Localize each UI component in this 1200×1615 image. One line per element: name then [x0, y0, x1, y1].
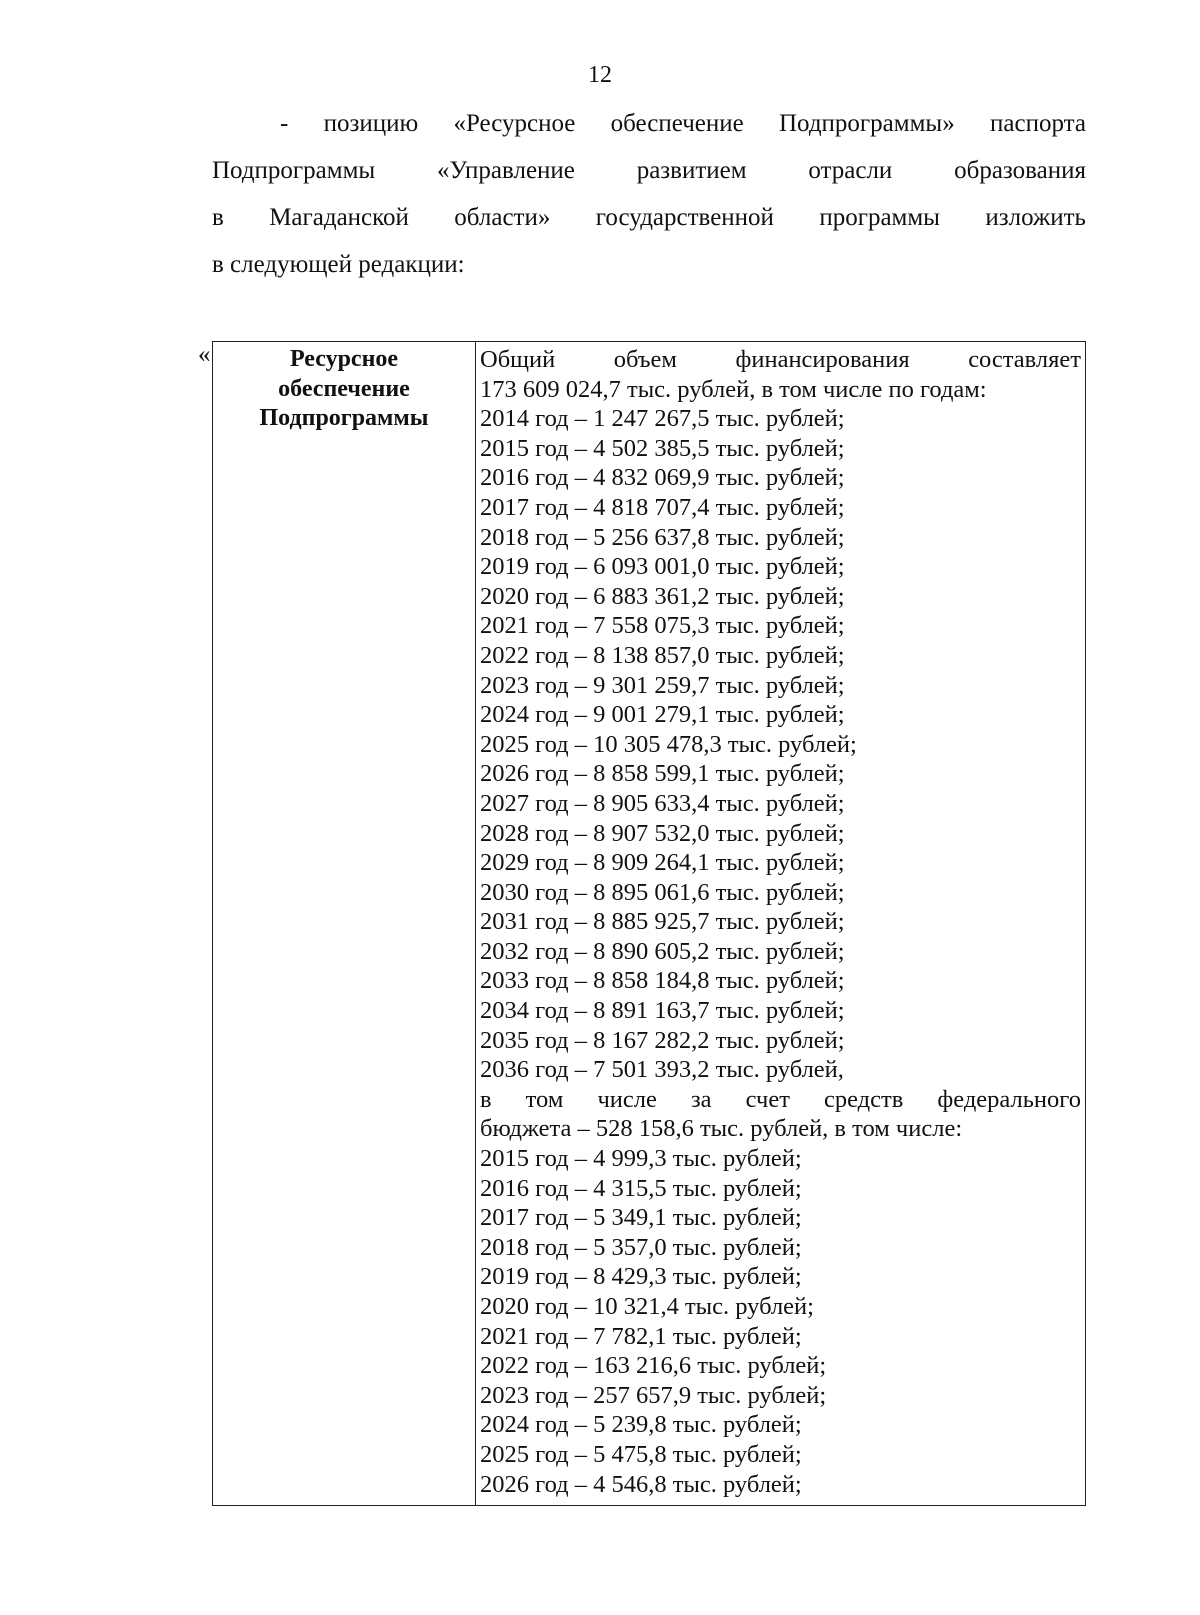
- total-year-row: 2036 год – 7 501 393,2 тыс. рублей,: [480, 1056, 844, 1084]
- intro-word: изложить: [985, 204, 1086, 231]
- justified-word: средств: [824, 1085, 904, 1113]
- total-year-row: 2033 год – 8 858 184,8 тыс. рублей;: [480, 967, 845, 995]
- total-year-row: 2035 год – 8 167 282,2 тыс. рублей;: [480, 1026, 845, 1054]
- justified-word: федерального: [937, 1085, 1081, 1113]
- total-year-row: 2026 год – 8 858 599,1 тыс. рублей;: [480, 760, 845, 788]
- intro-word: -: [280, 110, 289, 137]
- resource-provision-table: [212, 341, 1086, 1506]
- intro-word: развитием: [636, 157, 747, 184]
- table-label-cell: [213, 342, 476, 1505]
- intro-word: образования: [954, 157, 1086, 184]
- federal-year-row: 2021 год – 7 782,1 тыс. рублей;: [480, 1322, 802, 1350]
- justified-word: за: [690, 1085, 712, 1113]
- intro-word: паспорта: [990, 110, 1086, 137]
- intro-word: позицию: [323, 110, 419, 137]
- intro-line-1: [212, 100, 1086, 147]
- federal-year-row: 2022 год – 163 216,6 тыс. рублей;: [480, 1352, 827, 1380]
- federal-year-row: 2026 год – 4 546,8 тыс. рублей;: [480, 1470, 802, 1498]
- intro-word: Подпрограммы: [212, 157, 376, 184]
- label-line: обеспечение: [278, 375, 410, 402]
- justified-word: финансирования: [735, 346, 910, 373]
- total-year-row: 2027 год – 8 905 633,4 тыс. рублей;: [480, 789, 845, 817]
- justified-word: том: [525, 1085, 564, 1113]
- total-year-row: 2019 год – 6 093 001,0 тыс. рублей;: [480, 553, 845, 581]
- intro-word: «Ресурсное: [453, 110, 576, 137]
- federal-year-row: 2025 год – 5 475,8 тыс. рублей;: [480, 1440, 802, 1468]
- total-year-row: 2023 год – 9 301 259,7 тыс. рублей;: [480, 671, 845, 699]
- intro-line-3: [212, 194, 1086, 241]
- total-year-row: 2025 год – 10 305 478,3 тыс. рублей;: [480, 730, 857, 758]
- intro-word: государственной: [595, 204, 774, 231]
- page-number: 12: [588, 62, 612, 88]
- justified-word: Общий: [480, 346, 556, 373]
- label-line: Подпрограммы: [259, 405, 429, 432]
- total-year-row: 2015 год – 4 502 385,5 тыс. рублей;: [480, 434, 845, 462]
- total-year-row: 2022 год – 8 138 857,0 тыс. рублей;: [480, 641, 845, 669]
- federal-year-row: 2015 год – 4 999,3 тыс. рублей;: [480, 1145, 802, 1173]
- federal-year-row: 2024 год – 5 239,8 тыс. рублей;: [480, 1411, 802, 1439]
- total-year-row: 2032 год – 8 890 605,2 тыс. рублей;: [480, 937, 845, 965]
- total-year-row: 2024 год – 9 001 279,1 тыс. рублей;: [480, 701, 845, 729]
- federal-year-row: 2023 год – 257 657,9 тыс. рублей;: [480, 1381, 827, 1409]
- total-year-row: 2018 год – 5 256 637,8 тыс. рублей;: [480, 523, 845, 551]
- intro-word: Подпрограммы»: [779, 110, 955, 137]
- justified-word: счет: [745, 1085, 790, 1113]
- total-year-row: 2020 год – 6 883 361,2 тыс. рублей;: [480, 582, 845, 610]
- justified-word: в: [480, 1085, 492, 1113]
- intro-word: обеспечение: [610, 110, 744, 137]
- federal-year-row: 2017 год – 5 349,1 тыс. рублей;: [480, 1204, 802, 1232]
- total-year-row: 2021 год – 7 558 075,3 тыс. рублей;: [480, 612, 845, 640]
- total-year-row: 2030 год – 8 895 061,6 тыс. рублей;: [480, 878, 845, 906]
- total-year-row: 2028 год – 8 907 532,0 тыс. рублей;: [480, 819, 845, 847]
- total-by-year-list: [480, 404, 1081, 1085]
- total-financing-line: [480, 345, 1081, 375]
- total-amount-line: 173 609 024,7 тыс. рублей, в том числе по годам:: [480, 375, 987, 403]
- intro-line-2: [212, 147, 1086, 194]
- federal-budget-line: [480, 1085, 1081, 1115]
- intro-word: отрасли: [808, 157, 893, 184]
- justified-word: числе: [597, 1085, 657, 1113]
- justified-word: объем: [613, 346, 677, 373]
- total-year-row: 2016 год – 4 832 069,9 тыс. рублей;: [480, 464, 845, 492]
- total-year-row: 2031 год – 8 885 925,7 тыс. рублей;: [480, 908, 845, 936]
- federal-year-row: 2018 год – 5 357,0 тыс. рублей;: [480, 1233, 802, 1261]
- federal-by-year-list: [480, 1144, 1081, 1499]
- total-year-row: 2017 год – 4 818 707,4 тыс. рублей;: [480, 493, 845, 521]
- federal-year-row: 2016 год – 4 315,5 тыс. рублей;: [480, 1174, 802, 1202]
- intro-word: области»: [454, 204, 551, 231]
- intro-word: в: [212, 204, 224, 231]
- federal-year-row: 2020 год – 10 321,4 тыс. рублей;: [480, 1293, 814, 1320]
- federal-amount-line: бюджета – 528 158,6 тыс. рублей, в том числе:: [480, 1115, 963, 1143]
- federal-year-row: 2019 год – 8 429,3 тыс. рублей;: [480, 1263, 802, 1291]
- intro-word: программы: [819, 204, 940, 231]
- intro-word: «Управление: [437, 157, 575, 184]
- table-value-cell: [476, 342, 1085, 1505]
- intro-line-4: в следующей редакции:: [212, 251, 465, 278]
- total-year-row: 2014 год – 1 247 267,5 тыс. рублей;: [480, 405, 845, 433]
- intro-word: Магаданской: [269, 204, 409, 231]
- justified-word: составляет: [968, 346, 1081, 373]
- total-year-row: 2034 год – 8 891 163,7 тыс. рублей;: [480, 997, 845, 1025]
- total-year-row: 2029 год – 8 909 264,1 тыс. рублей;: [480, 849, 845, 877]
- label-line: Ресурсное: [289, 346, 399, 372]
- opening-quote-mark: «: [198, 341, 211, 368]
- intro-paragraph: [212, 100, 1086, 288]
